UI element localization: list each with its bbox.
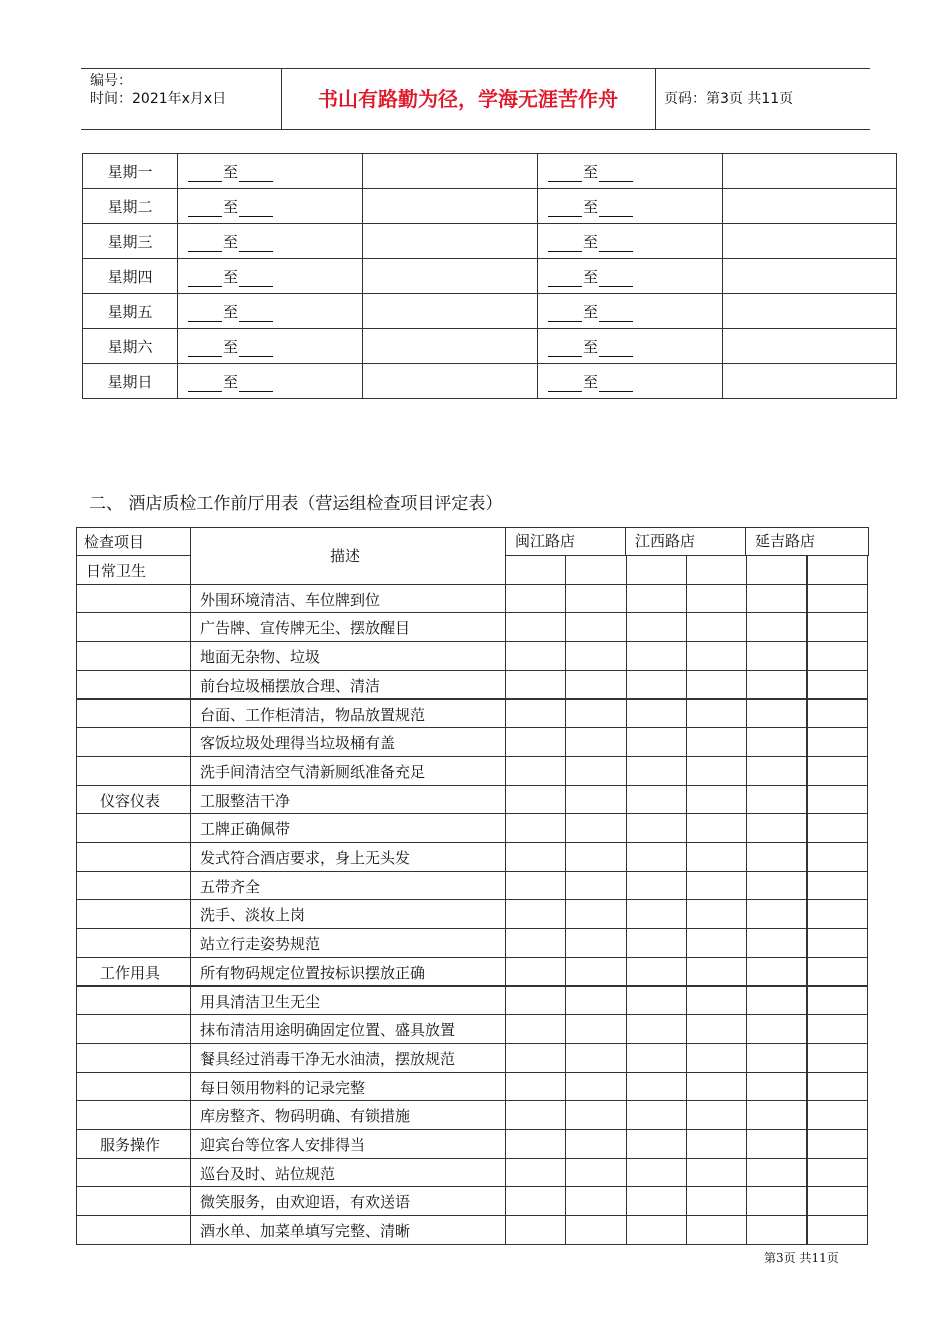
day-label: 星期二: [83, 189, 178, 224]
score-cell: [565, 1100, 626, 1130]
score-cell: [565, 1158, 626, 1188]
score-cell: [505, 1043, 566, 1073]
score-cell: [626, 1158, 687, 1188]
category-label: 服务操作: [100, 1136, 161, 1154]
score-cell: [686, 584, 747, 614]
blank-line: [599, 166, 633, 182]
blank-line: [548, 376, 582, 392]
time-range-cell: [178, 259, 363, 294]
blank-line: [548, 306, 582, 322]
score-cell: [505, 670, 566, 700]
schedule-row: [83, 259, 897, 294]
time-range-cell: [538, 294, 723, 329]
desc-label: 餐具经过消毒干净无水油渍，摆放规范: [200, 1049, 456, 1068]
empty-cell: [363, 224, 538, 259]
score-cell: [505, 1100, 566, 1130]
header-meta: [90, 72, 226, 108]
empty-cell: [723, 294, 897, 329]
score-cell: [565, 986, 626, 1016]
time-range-cell: [178, 364, 363, 399]
score-cell: [626, 813, 687, 843]
item-cell: [76, 670, 191, 700]
score-cell: [626, 699, 687, 729]
score-cell: [807, 641, 868, 671]
day-label: 星期日: [83, 364, 178, 399]
desc-label: 外围环境清洁、车位牌到位: [200, 590, 381, 609]
score-cell: [746, 899, 807, 929]
time-range-cell: [538, 329, 723, 364]
score-cell: [807, 842, 868, 872]
blank-line: [239, 376, 273, 392]
score-cell: [505, 641, 566, 671]
to-label: 至: [583, 372, 599, 391]
blank-line: [548, 166, 582, 182]
desc-label: 洗手、淡妆上岗: [200, 906, 306, 925]
score-cell: [626, 899, 687, 929]
score-cell: [807, 1100, 868, 1130]
to-label: 至: [583, 337, 599, 356]
score-cell: [686, 699, 747, 729]
day-label: 星期三: [83, 224, 178, 259]
score-cell: [807, 1186, 868, 1216]
score-cell: [686, 842, 747, 872]
day-label: 星期一: [83, 154, 178, 189]
item-cell: [76, 928, 191, 958]
blank-line: [188, 376, 222, 392]
time-range-cell: [538, 259, 723, 294]
blank-line: [599, 341, 633, 357]
score-cell: [746, 842, 807, 872]
to-label: 至: [223, 302, 239, 321]
score-cell: [565, 1129, 626, 1159]
score-cell: [746, 871, 807, 901]
score-cell: [807, 1014, 868, 1044]
score-cell: [505, 957, 566, 987]
desc-label: 工牌正确佩带: [200, 820, 291, 839]
score-cell: [746, 756, 807, 786]
score-cell: [626, 670, 687, 700]
score-cell: [565, 899, 626, 929]
score-cell: [626, 785, 687, 815]
score-cell: [686, 1100, 747, 1130]
score-cell: [505, 1158, 566, 1188]
score-cell: [505, 555, 566, 585]
blank-line: [239, 201, 273, 217]
item-cell: [76, 1215, 191, 1245]
score-cell: [686, 957, 747, 987]
day-label: 星期五: [83, 294, 178, 329]
item-cell: [76, 842, 191, 872]
score-cell: [505, 584, 566, 614]
score-cell: [807, 986, 868, 1016]
empty-cell: [363, 189, 538, 224]
score-cell: [686, 1129, 747, 1159]
schedule-row: [83, 364, 897, 399]
score-cell: [807, 1129, 868, 1159]
to-label: 至: [223, 267, 239, 286]
desc-label: 巡台及时、站位规范: [200, 1164, 336, 1183]
category-label: 仪容仪表: [100, 791, 161, 810]
blank-line: [599, 201, 633, 217]
blank-line: [239, 236, 273, 252]
to-label: 至: [223, 337, 239, 356]
desc-label: 客饭垃圾处理得当垃圾桶有盖: [200, 734, 396, 753]
score-cell: [565, 727, 626, 757]
empty-cell: [363, 329, 538, 364]
score-cell: [505, 1129, 566, 1159]
score-cell: [807, 1072, 868, 1102]
time-range-cell: [178, 224, 363, 259]
desc-label: 前台垃圾桶摆放合理、清洁: [200, 676, 381, 695]
day-label: 星期六: [83, 329, 178, 364]
to-label: 至: [223, 162, 239, 181]
score-cell: [686, 612, 747, 642]
blank-line: [188, 341, 222, 357]
item-cell: [76, 699, 191, 729]
time-range-cell: [538, 224, 723, 259]
blank-line: [188, 271, 222, 287]
score-cell: [505, 727, 566, 757]
score-cell: [505, 1072, 566, 1102]
desc-label: 酒水单、加菜单填写完整、清晰: [200, 1222, 411, 1241]
to-label: 至: [223, 232, 239, 251]
score-cell: [565, 612, 626, 642]
score-cell: [626, 1100, 687, 1130]
score-cell: [686, 928, 747, 958]
score-cell: [686, 899, 747, 929]
day-label: 星期四: [83, 259, 178, 294]
blank-line: [599, 376, 633, 392]
item-cell: [76, 1100, 191, 1130]
desc-label: 发式符合酒店要求，身上无头发: [200, 849, 411, 867]
score-cell: [807, 899, 868, 929]
desc-label: 抹布清洁用途明确固定位置、盛具放置: [200, 1021, 456, 1040]
score-cell: [505, 756, 566, 786]
blank-line: [548, 271, 582, 287]
score-cell: [746, 928, 807, 958]
score-cell: [746, 584, 807, 614]
schedule-row: [83, 224, 897, 259]
to-label: 至: [583, 162, 599, 181]
score-cell: [626, 1072, 687, 1102]
score-cell: [505, 813, 566, 843]
category-label: 日常卫生: [86, 562, 147, 580]
header-item-label: 检查项目: [84, 533, 145, 551]
blank-line: [239, 306, 273, 322]
score-cell: [746, 1014, 807, 1044]
to-label: 至: [223, 372, 239, 391]
score-cell: [807, 699, 868, 729]
empty-cell: [723, 154, 897, 189]
score-cell: [626, 555, 687, 585]
score-cell: [505, 1215, 566, 1245]
header-desc-label: 描述: [330, 547, 361, 565]
score-cell: [807, 928, 868, 958]
score-cell: [505, 842, 566, 872]
blank-line: [599, 271, 633, 287]
blank-line: [188, 201, 222, 217]
score-cell: [626, 1129, 687, 1159]
blank-line: [599, 236, 633, 252]
score-cell: [565, 1014, 626, 1044]
desc-label: 五带齐全: [200, 877, 261, 896]
desc-label: 台面、工作柜清洁，物品放置规范: [200, 705, 426, 724]
score-cell: [686, 756, 747, 786]
to-label: 至: [223, 197, 239, 216]
score-cell: [505, 699, 566, 729]
score-cell: [807, 756, 868, 786]
score-cell: [746, 699, 807, 729]
score-cell: [626, 1186, 687, 1216]
score-cell: [505, 871, 566, 901]
item-cell: [76, 1014, 191, 1044]
desc-label: 迎宾台等位客人安排得当: [200, 1136, 366, 1154]
score-cell: [686, 555, 747, 585]
score-cell: [807, 612, 868, 642]
score-cell: [565, 928, 626, 958]
blank-line: [239, 166, 273, 182]
score-cell: [746, 727, 807, 757]
score-cell: [626, 957, 687, 987]
score-cell: [746, 1129, 807, 1159]
score-cell: [505, 612, 566, 642]
schedule-table: [82, 153, 897, 399]
score-cell: [807, 1215, 868, 1245]
score-cell: [686, 1186, 747, 1216]
score-cell: [626, 928, 687, 958]
score-cell: [686, 670, 747, 700]
score-cell: [565, 756, 626, 786]
score-cell: [807, 555, 868, 585]
score-cell: [505, 899, 566, 929]
score-cell: [565, 1186, 626, 1216]
to-label: 至: [583, 197, 599, 216]
score-cell: [565, 670, 626, 700]
score-cell: [807, 957, 868, 987]
number-label: 编号：: [90, 73, 132, 89]
score-cell: [565, 957, 626, 987]
score-cell: [807, 584, 868, 614]
item-cell: [76, 641, 191, 671]
score-cell: [686, 1072, 747, 1102]
score-cell: [807, 1158, 868, 1188]
empty-cell: [723, 364, 897, 399]
score-cell: [807, 670, 868, 700]
item-cell: [76, 612, 191, 642]
score-cell: [686, 1014, 747, 1044]
page-footer: 第3页 共11页: [764, 1251, 839, 1265]
score-cell: [807, 871, 868, 901]
store-header-label: 延吉路店: [755, 532, 816, 550]
score-cell: [626, 641, 687, 671]
category-label: 工作用具: [100, 963, 161, 982]
blank-line: [548, 341, 582, 357]
desc-label: 广告牌、宣传牌无尘、摆放醒目: [200, 619, 411, 638]
blank-line: [239, 341, 273, 357]
score-cell: [807, 1043, 868, 1073]
desc-label: 工服整洁干净: [200, 791, 291, 810]
blank-line: [188, 306, 222, 322]
score-cell: [565, 584, 626, 614]
score-cell: [565, 699, 626, 729]
score-cell: [746, 1043, 807, 1073]
score-cell: [686, 871, 747, 901]
score-cell: [686, 986, 747, 1016]
score-cell: [626, 727, 687, 757]
score-cell: [565, 785, 626, 815]
time-range-cell: [538, 154, 723, 189]
score-cell: [746, 1100, 807, 1130]
score-cell: [565, 1043, 626, 1073]
item-cell: [76, 1186, 191, 1216]
score-cell: [565, 813, 626, 843]
blank-line: [548, 201, 582, 217]
blank-line: [188, 166, 222, 182]
time-range-cell: [178, 154, 363, 189]
score-cell: [686, 1158, 747, 1188]
score-cell: [746, 1072, 807, 1102]
score-cell: [746, 555, 807, 585]
score-cell: [505, 1186, 566, 1216]
item-cell: [76, 813, 191, 843]
score-cell: [746, 1158, 807, 1188]
score-cell: [746, 813, 807, 843]
score-cell: [746, 785, 807, 815]
page-header: [81, 68, 870, 130]
empty-cell: [723, 189, 897, 224]
score-cell: [626, 1043, 687, 1073]
to-label: 至: [583, 302, 599, 321]
empty-cell: [363, 259, 538, 294]
score-cell: [626, 871, 687, 901]
schedule-row: [83, 189, 897, 224]
score-cell: [626, 756, 687, 786]
item-cell: [76, 1072, 191, 1102]
item-cell: [76, 986, 191, 1016]
desc-label: 地面无杂物、垃圾: [200, 648, 321, 667]
empty-cell: [363, 154, 538, 189]
empty-cell: [723, 259, 897, 294]
time-range-cell: [178, 189, 363, 224]
to-label: 至: [583, 232, 599, 251]
score-cell: [565, 641, 626, 671]
item-cell: [76, 727, 191, 757]
desc-label: 库房整齐、物码明确、有锁措施: [200, 1107, 411, 1126]
score-cell: [626, 1014, 687, 1044]
blank-line: [239, 271, 273, 287]
header-divider: [655, 69, 656, 129]
desc-label: 每日领用物料的记录完整: [200, 1078, 366, 1097]
score-cell: [565, 1215, 626, 1245]
to-label: 至: [583, 267, 599, 286]
desc-label: 站立行走姿势规范: [200, 935, 321, 954]
score-cell: [505, 1014, 566, 1044]
score-cell: [565, 555, 626, 585]
score-cell: [686, 641, 747, 671]
score-cell: [626, 1215, 687, 1245]
item-cell: [76, 584, 191, 614]
score-cell: [565, 842, 626, 872]
score-cell: [626, 986, 687, 1016]
item-cell: [76, 899, 191, 929]
store-header-label: 闽江路店: [515, 532, 576, 550]
blank-line: [188, 236, 222, 252]
score-cell: [686, 1043, 747, 1073]
blank-line: [548, 236, 582, 252]
schedule-row: [83, 154, 897, 189]
score-cell: [746, 957, 807, 987]
score-cell: [686, 1215, 747, 1245]
score-cell: [626, 842, 687, 872]
score-cell: [565, 871, 626, 901]
item-cell: [76, 871, 191, 901]
time-range-cell: [178, 294, 363, 329]
score-cell: [686, 785, 747, 815]
empty-cell: [363, 364, 538, 399]
desc-label: 用具清洁卫生无尘: [200, 992, 321, 1011]
blank-line: [599, 306, 633, 322]
item-cell: [76, 1043, 191, 1073]
header-motto: 书山有路勤为径，学海无涯苦作舟: [318, 87, 618, 111]
score-cell: [807, 727, 868, 757]
desc-label: 洗手间清洁空气清新厕纸准备充足: [200, 762, 426, 781]
desc-label: 所有物码规定位置按标识摆放正确: [200, 963, 426, 982]
score-cell: [505, 785, 566, 815]
score-cell: [807, 785, 868, 815]
store-header-label: 江西路店: [635, 532, 696, 550]
empty-cell: [363, 294, 538, 329]
score-cell: [626, 584, 687, 614]
desc-label: 微笑服务，由欢迎语，有欢送语: [200, 1193, 411, 1212]
score-cell: [746, 612, 807, 642]
empty-cell: [723, 329, 897, 364]
score-cell: [746, 1215, 807, 1245]
time-range-cell: [178, 329, 363, 364]
schedule-row: [83, 294, 897, 329]
time-range-cell: [538, 364, 723, 399]
item-cell: [76, 1158, 191, 1188]
time-range-cell: [538, 189, 723, 224]
score-cell: [746, 986, 807, 1016]
time-label: 时间：2021年x月x日: [90, 91, 227, 107]
score-cell: [746, 641, 807, 671]
score-cell: [686, 813, 747, 843]
score-cell: [565, 1072, 626, 1102]
score-cell: [626, 612, 687, 642]
schedule-row: [83, 329, 897, 364]
score-cell: [746, 1186, 807, 1216]
empty-cell: [723, 224, 897, 259]
score-cell: [505, 986, 566, 1016]
score-cell: [686, 727, 747, 757]
section-title: 二、 酒店质检工作前厅用表（营运组检查项目评定表）: [89, 494, 503, 514]
score-cell: [505, 928, 566, 958]
header-page-label: 页码：第3页 共11页: [664, 91, 794, 107]
item-cell: [76, 756, 191, 786]
score-cell: [807, 813, 868, 843]
score-cell: [746, 670, 807, 700]
